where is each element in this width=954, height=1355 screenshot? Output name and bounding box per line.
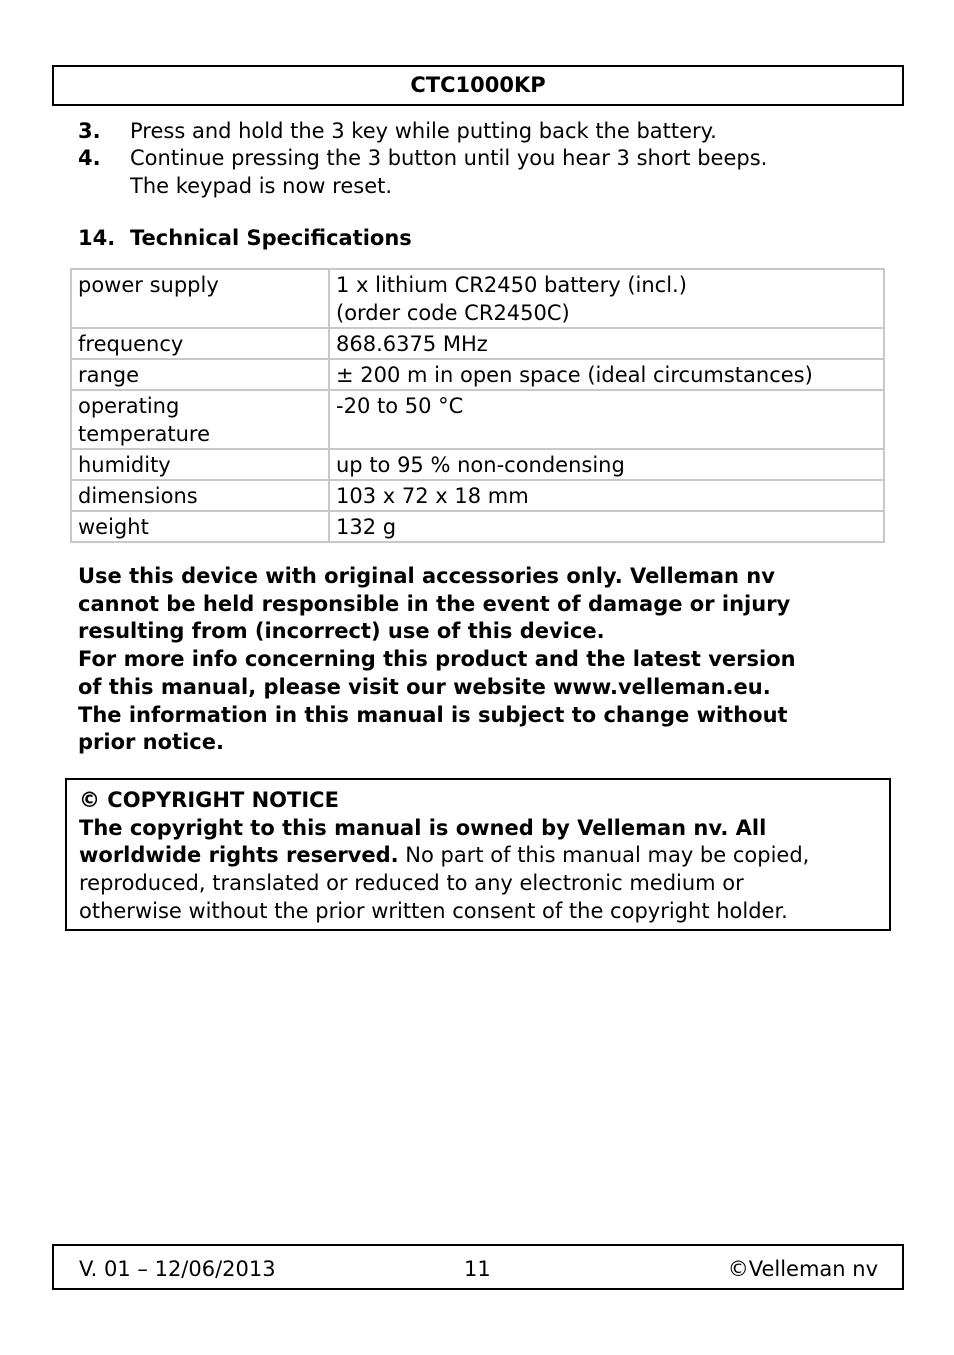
table-row bbox=[71, 390, 884, 449]
step-text: Press and hold the 3 key while putting back the battery. bbox=[130, 119, 717, 143]
notice-line: resulting from (incorrect) use of this device. bbox=[78, 619, 605, 644]
copyright-line bbox=[79, 842, 879, 870]
copyright-bold-text: worldwide rights reserved. bbox=[79, 843, 399, 868]
document-title: CTC1000KP bbox=[410, 73, 546, 97]
spec-value bbox=[329, 269, 884, 328]
header-box bbox=[52, 65, 904, 106]
page-number: 11 bbox=[464, 1257, 491, 1281]
spec-value-line: 1 x lithium CR2450 battery (incl.) bbox=[336, 273, 687, 297]
notice-line: Use this device with original accessories only. Velleman nv bbox=[78, 564, 775, 588]
version-label: V. 01 – 12/06/2013 bbox=[79, 1257, 276, 1281]
notice-line: of this manual, please visit our website www.velleman.eu. bbox=[78, 674, 771, 699]
copyright-notice-text bbox=[79, 787, 879, 926]
spec-value: up to 95 % non-condensing bbox=[329, 449, 884, 480]
spec-value-line: (order code CR2450C) bbox=[336, 301, 570, 325]
spec-key-line: operating bbox=[78, 394, 180, 418]
step-text: Continue pressing the 3 button until you hear 3 short beeps. bbox=[130, 146, 768, 170]
copyright-line: The copyright to this manual is owned by Velleman nv. All bbox=[79, 815, 767, 840]
step-number: 4. bbox=[78, 146, 101, 170]
table-row bbox=[71, 359, 884, 390]
spec-key: weight bbox=[71, 511, 329, 542]
notice-line: cannot be held responsible in the event of damage or injury bbox=[78, 591, 791, 616]
spec-value: 132 g bbox=[329, 511, 884, 542]
notice-line: prior notice. bbox=[78, 730, 224, 755]
table-row bbox=[71, 328, 884, 359]
spec-key bbox=[71, 390, 329, 449]
spec-value: ± 200 m in open space (ideal circumstances) bbox=[329, 359, 884, 390]
spec-value: 103 x 72 x 18 mm bbox=[329, 480, 884, 511]
notice-line: The information in this manual is subject to change without bbox=[78, 702, 788, 727]
spec-key-line: temperature bbox=[78, 422, 210, 446]
step-number: 3. bbox=[78, 119, 101, 143]
footer-box bbox=[52, 1244, 904, 1290]
usage-notice bbox=[78, 563, 868, 757]
footer-copyright: ©Velleman nv bbox=[727, 1257, 878, 1281]
table-row bbox=[71, 480, 884, 511]
section-title: Technical Specifications bbox=[130, 226, 412, 250]
spec-key: range bbox=[71, 359, 329, 390]
spec-key: dimensions bbox=[71, 480, 329, 511]
notice-line: For more info concerning this product and the latest version bbox=[78, 647, 796, 672]
copyright-line: reproduced, translated or reduced to any electronic medium or bbox=[79, 871, 744, 896]
spec-key: frequency bbox=[71, 328, 329, 359]
copyright-heading: © COPYRIGHT NOTICE bbox=[79, 788, 339, 812]
spec-value: 868.6375 MHz bbox=[329, 328, 884, 359]
spec-key: power supply bbox=[71, 269, 329, 328]
table-row bbox=[71, 511, 884, 542]
copyright-line: otherwise without the prior written consent of the copyright holder. bbox=[79, 898, 788, 923]
table-row bbox=[71, 269, 884, 328]
spec-table bbox=[70, 268, 885, 543]
spec-value: -20 to 50 °C bbox=[329, 390, 884, 449]
copyright-normal-text: No part of this manual may be copied, bbox=[398, 843, 810, 868]
step-text: The keypad is now reset. bbox=[130, 174, 393, 198]
section-number: 14. bbox=[78, 226, 116, 250]
copyright-notice-box bbox=[65, 778, 891, 931]
table-row bbox=[71, 449, 884, 480]
spec-key: humidity bbox=[71, 449, 329, 480]
